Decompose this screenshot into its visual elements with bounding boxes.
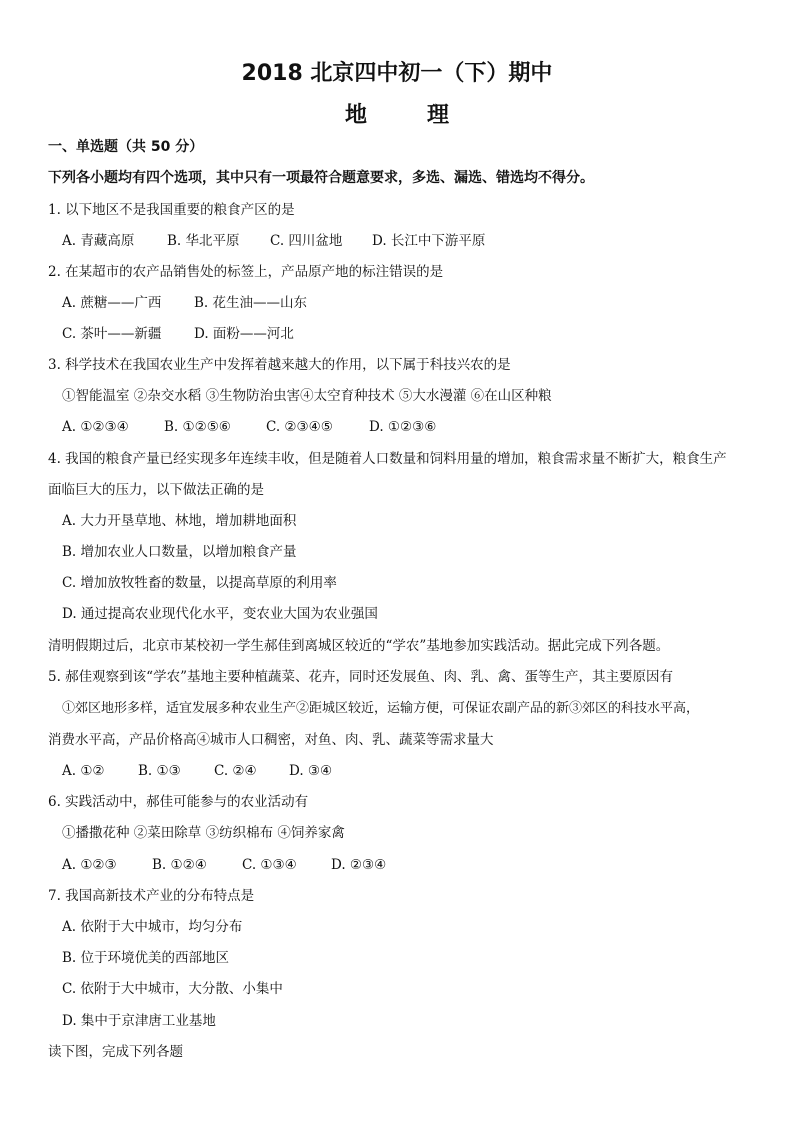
option-c: C. 茶叶——新疆 [62, 326, 162, 342]
question-4-option-d: D. 通过提高农业现代化水平，变农业大国为农业强国 [62, 606, 378, 622]
question-5-items-line-2: 消费水平高，产品价格高④城市人口稠密，对鱼、肉、乳、蔬菜等需求量大 [48, 732, 494, 748]
question-5-options [62, 762, 332, 780]
option-b: B. 花生油——山东 [194, 295, 308, 311]
option-c: C. ①③④ [242, 857, 297, 873]
subject-char-2: 理 [427, 103, 450, 128]
question-4-option-b: B. 增加农业人口数量，以增加粮食产量 [62, 544, 297, 560]
question-3-items: ①智能温室 ②杂交水稻 ③生物防治虫害④太空育种技术 ⑤大水漫灌 ⑥在山区种粮 [62, 388, 552, 404]
figure-instruction: 读下图，完成下列各题 [48, 1044, 183, 1060]
question-3-options [62, 418, 436, 436]
option-a: A. ①② [62, 763, 105, 779]
option-b: B. ①③ [138, 763, 181, 779]
option-d: D. ①②③⑥ [369, 419, 437, 435]
option-b: B. 华北平原 [167, 233, 240, 249]
question-3-stem: 3. 科学技术在我国农业生产中发挥着越来越大的作用，以下属于科技兴农的是 [48, 357, 511, 373]
question-6-items: ①播撒花种 ②菜田除草 ③纺织棉布 ④饲养家禽 [62, 825, 345, 841]
question-4-option-a: A. 大力开垦草地、林地，增加耕地面积 [62, 513, 297, 529]
question-7-option-a: A. 依附于大中城市，均匀分布 [62, 919, 243, 935]
option-a: A. ①②③④ [62, 419, 129, 435]
question-5-stem: 5. 郝佳观察到该“学农”基地主要种植蔬菜、花卉，同时还发展鱼、肉、乳、禽、蛋等生产，其主要原因有 [48, 669, 673, 685]
option-b: B. ①②④ [152, 857, 207, 873]
option-d: D. 面粉——河北 [194, 326, 294, 342]
option-d: D. ②③④ [331, 857, 387, 873]
section-heading: 一、单选题（共 50 分） [48, 139, 204, 155]
passage-text: 清明假期过后，北京市某校初一学生郝佳到离城区较近的“学农”基地参加实践活动。据此完成下列各题。 [48, 638, 670, 654]
option-d: D. 长江中下游平原 [372, 233, 486, 249]
question-2-stem: 2. 在某超市的农产品销售处的标签上，产品原产地的标注错误的是 [48, 264, 444, 280]
question-7-option-d: D. 集中于京津唐工业基地 [62, 1013, 216, 1029]
question-7-stem: 7. 我国高新技术产业的分布特点是 [48, 888, 255, 904]
option-a: A. ①②③ [62, 857, 117, 873]
question-4-stem-line-1: 4. 我国的粮食产量已经实现多年连续丰收，但是随着人口数量和饲料用量的增加，粮食需求量不断扩大，粮食生产 [48, 451, 727, 467]
subject-char-1: 地 [344, 103, 367, 128]
question-7-option-b: B. 位于环境优美的西部地区 [62, 950, 230, 966]
question-4-stem-line-2: 面临巨大的压力，以下做法正确的是 [48, 482, 264, 498]
question-1-stem: 1. 以下地区不是我国重要的粮食产区的是 [48, 202, 295, 218]
question-7-option-c: C. 依附于大中城市，大分散、小集中 [62, 981, 283, 997]
question-2-options-row-1 [62, 294, 307, 312]
option-a: A. 蔗糖——广西 [62, 295, 162, 311]
option-c: C. ②③④⑤ [266, 419, 333, 435]
question-1-options [62, 232, 485, 250]
option-c: C. ②④ [214, 763, 257, 779]
question-6-stem: 6. 实践活动中，郝佳可能参与的农业活动有 [48, 794, 309, 810]
option-b: B. ①②⑤⑥ [164, 419, 231, 435]
subject-title [0, 98, 794, 129]
option-a: A. 青藏高原 [62, 233, 135, 249]
question-5-items-line-1: ①郊区地形多样，适宜发展多种农业生产②距城区较近，运输方便，可保证农副产品的新③郊区的科技水平高， [62, 701, 700, 716]
option-d: D. ③④ [289, 763, 333, 779]
question-4-option-c: C. 增加放牧牲畜的数量，以提高草原的利用率 [62, 575, 337, 591]
question-6-options [62, 856, 386, 874]
section-instruction: 下列各小题均有四个选项，其中只有一项最符合题意要求，多选、漏选、错选均不得分。 [48, 170, 594, 186]
exam-title: 2018 北京四中初一（下）期中 [241, 61, 553, 86]
option-c: C. 四川盆地 [270, 233, 343, 249]
question-2-options-row-2 [62, 325, 294, 343]
